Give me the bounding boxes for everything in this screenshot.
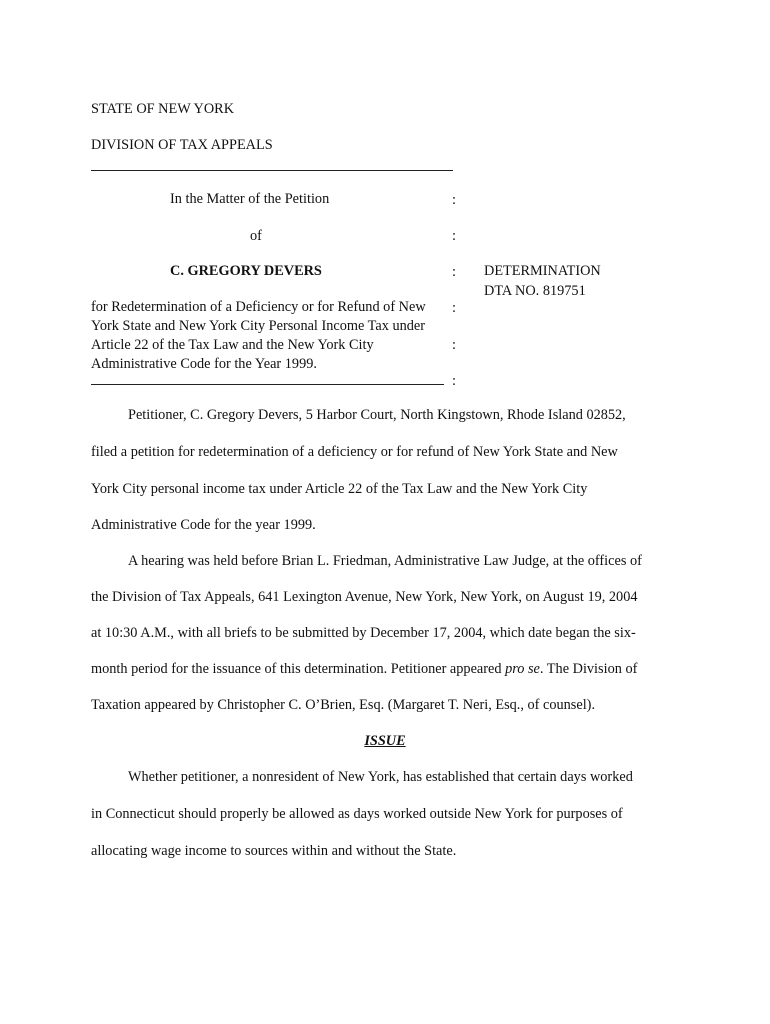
state-heading: STATE OF NEW YORK bbox=[91, 101, 235, 117]
issue-heading: ISSUE bbox=[364, 733, 406, 749]
paragraph-3-line: Whether petitioner, a nonresident of New York, has established that certain days worked bbox=[128, 769, 633, 785]
matter-of-text: In the Matter of the Petition bbox=[170, 191, 330, 207]
paragraph-3-line: in Connecticut should properly be allowed as days worked outside New York for purposes of bbox=[91, 806, 623, 822]
caption-colon: : bbox=[452, 300, 456, 316]
paragraph-2-line bbox=[91, 661, 637, 678]
pro-se-italic: pro se bbox=[505, 661, 540, 677]
caption-colon: : bbox=[452, 337, 456, 353]
paragraph-2-line: the Division of Tax Appeals, 641 Lexington Avenue, New York, New York, on August 19, 2004 bbox=[91, 589, 638, 605]
paragraph-1-line: Administrative Code for the year 1999. bbox=[91, 517, 316, 533]
of-text: of bbox=[250, 228, 262, 244]
division-heading: DIVISION OF TAX APPEALS bbox=[91, 137, 273, 153]
paragraph-2-line: at 10:30 A.M., with all briefs to be submitted by December 17, 2004, which date began the six- bbox=[91, 625, 636, 641]
caption-colon: : bbox=[452, 192, 456, 208]
paragraph-2-text: month period for the issuance of this determination. Petitioner appeared bbox=[91, 661, 506, 677]
paragraph-2-text: . The Division of bbox=[539, 661, 638, 677]
paragraph-3-line: allocating wage income to sources within and without the State. bbox=[91, 843, 457, 859]
caption-colon: : bbox=[452, 373, 456, 389]
caption-bottom-rule bbox=[91, 384, 444, 385]
caption-colon: : bbox=[452, 228, 456, 244]
paragraph-1-line: Petitioner, C. Gregory Devers, 5 Harbor Court, North Kingstown, Rhode Island 02852, bbox=[128, 407, 626, 423]
paragraph-1-line: York City personal income tax under Article 22 of the Tax Law and the New York City bbox=[91, 481, 588, 497]
dta-number: DTA NO. 819751 bbox=[484, 283, 586, 299]
petitioner-name: C. GREGORY DEVERS bbox=[170, 263, 322, 279]
paragraph-2-line: Taxation appeared by Christopher C. O’Brien, Esq. (Margaret T. Neri, Esq., of counsel). bbox=[91, 697, 596, 713]
caption-top-rule bbox=[91, 170, 453, 171]
paragraph-2-line: A hearing was held before Brian L. Friedman, Administrative Law Judge, at the offices of bbox=[128, 553, 642, 569]
redetermination-text: for Redetermination of a Deficiency or for Refund of New York State and New York City Personal Income Tax under Article 22 of the Tax Law and the New York City Administrative Code for the Year 1999. bbox=[91, 299, 426, 372]
paragraph-1-line: filed a petition for redetermination of a deficiency or for refund of New York State and New bbox=[91, 444, 618, 460]
caption-colon: : bbox=[452, 264, 456, 280]
determination-label: DETERMINATION bbox=[484, 263, 601, 279]
